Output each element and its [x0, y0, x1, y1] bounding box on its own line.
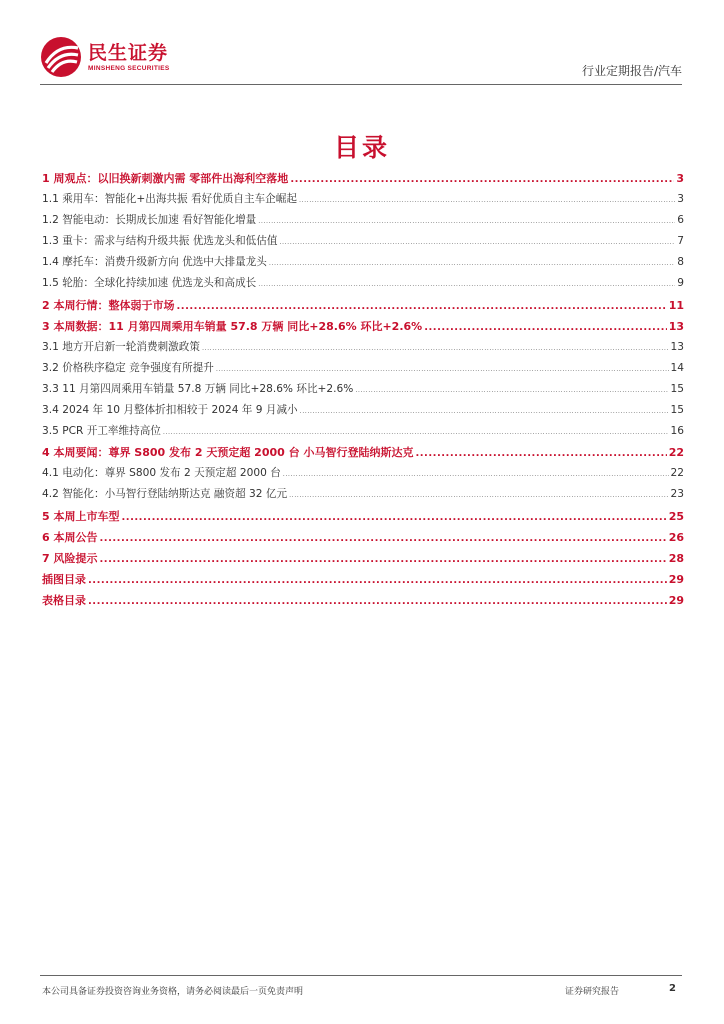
toc-entry-text: 3.5 PCR 开工率维持高位	[42, 425, 161, 438]
toc-entry[interactable]	[42, 212, 684, 233]
toc-entry[interactable]	[42, 275, 684, 296]
toc-entry-page: 7	[677, 235, 684, 248]
toc-entry-text: 插图目录	[42, 572, 86, 586]
toc-leader-dots	[424, 322, 667, 333]
toc-entry[interactable]	[42, 465, 684, 486]
toc-entry-text: 3.4 2024 年 10 月整体折扣相较于 2024 年 9 月减小	[42, 404, 298, 417]
toc-entry-text: 3 本周数据：11 月第四周乘用车销量 57.8 万辆 同比+28.6% 环比+2.6%	[42, 319, 423, 333]
toc-entry-text: 6 本周公告	[42, 530, 98, 544]
toc-entry-text: 3.1 地方开启新一轮消费刺激政策	[42, 340, 200, 353]
toc-entry-page: 14	[670, 361, 684, 374]
toc-leader-dots	[300, 407, 669, 415]
toc-entry[interactable]	[42, 360, 684, 381]
toc-entry-text: 5 本周上市车型	[42, 509, 120, 523]
toc-entry[interactable]	[42, 318, 684, 339]
toc-entry-text: 7 风险提示	[42, 551, 98, 565]
toc-entry-text: 表格目录	[42, 593, 86, 607]
toc-entry-page: 26	[668, 530, 684, 544]
toc-entry[interactable]	[42, 592, 684, 613]
header-divider	[40, 84, 682, 85]
toc-entry-page: 28	[668, 551, 684, 565]
toc-leader-dots	[290, 174, 674, 185]
toc-entry[interactable]	[42, 381, 684, 402]
toc-leader-dots	[202, 344, 669, 352]
toc-leader-dots	[216, 365, 669, 373]
toc-leader-dots	[299, 196, 675, 204]
toc-leader-dots	[415, 448, 666, 459]
toc-entry-page: 29	[668, 572, 684, 586]
toc-leader-dots	[355, 386, 668, 394]
brand-name-cn: 民生证券	[88, 41, 169, 64]
toc-entry-text: 1.4 摩托车：消费升级新方向 优选中大排量龙头	[42, 256, 267, 269]
toc-leader-dots	[163, 428, 669, 436]
toc-entry-page: 15	[670, 382, 684, 395]
toc-entry-text: 1 周观点：以旧换新刺激内需 零部件出海利空落地	[42, 172, 289, 185]
toc-entry-text: 2 本周行情：整体弱于市场	[42, 298, 175, 312]
toc-entry-page: 15	[670, 404, 684, 417]
toc-entry-page: 11	[668, 298, 684, 312]
toc-entry-page: 3	[676, 172, 684, 185]
report-category: 行业定期报告/汽车	[581, 64, 682, 78]
toc-entry-text: 3.2 价格秩序稳定 竞争强度有所提升	[42, 361, 214, 374]
toc-leader-dots	[88, 575, 667, 586]
toc-entry-page: 3	[677, 193, 684, 206]
toc-leader-dots	[99, 533, 666, 544]
page-number: 2	[669, 983, 676, 994]
toc-entry[interactable]	[42, 254, 684, 275]
toc-entry-page: 22	[670, 467, 684, 480]
toc-entry[interactable]	[42, 191, 684, 212]
toc-leader-dots	[88, 596, 667, 607]
toc-entry-text: 1.3 重卡：需求与结构升级共振 优选龙头和低估值	[42, 235, 278, 248]
toc-entry-text: 4.2 智能化：小马智行登陆纳斯达克 融资超 32 亿元	[42, 488, 288, 501]
toc-entry-text: 1.1 乘用车：智能化+出海共振 看好优质自主车企崛起	[42, 193, 297, 206]
brand-name-en: MINSHENG SECURITIES	[88, 64, 170, 72]
toc-leader-dots	[258, 217, 675, 225]
toc-entry-page: 9	[677, 277, 684, 290]
toc-entry-page: 13	[668, 319, 684, 333]
toc-entry[interactable]	[42, 297, 684, 318]
toc-entry-page: 25	[668, 509, 684, 523]
toc-entry[interactable]	[42, 170, 684, 191]
toc-entry[interactable]	[42, 550, 684, 571]
toc-leader-dots	[289, 491, 668, 499]
toc-entry[interactable]	[42, 233, 684, 254]
toc-entry-page: 16	[670, 425, 684, 438]
toc-entry-text: 1.2 智能电动：长期成长加速 看好智能化增量	[42, 214, 257, 227]
toc-entry-page: 13	[670, 340, 684, 353]
toc-entry-text: 4 本周要闻：尊界 S800 发布 2 天预定超 2000 台 小马智行登陆纳斯达克	[42, 446, 414, 460]
toc-entry[interactable]	[42, 508, 684, 529]
toc-leader-dots	[121, 512, 666, 523]
minsheng-logo-icon	[40, 36, 82, 78]
footer-divider	[40, 975, 682, 976]
toc-entry[interactable]	[42, 423, 684, 444]
toc-entry-page: 22	[668, 446, 684, 460]
toc-entry-page: 8	[677, 256, 684, 269]
toc-entry[interactable]	[42, 402, 684, 423]
toc-entry-text: 4.1 电动化：尊界 S800 发布 2 天预定超 2000 台	[42, 467, 281, 480]
footer-disclaimer: 本公司具备证券投资咨询业务资格，请务必阅读最后一页免责声明	[42, 987, 304, 997]
toc-entry[interactable]	[42, 339, 684, 360]
toc-title: 目录	[333, 133, 390, 162]
toc-entry[interactable]	[42, 444, 684, 465]
toc-entry[interactable]	[42, 486, 684, 507]
toc-leader-dots	[279, 238, 675, 246]
toc-entry-text: 3.3 11 月第四周乘用车销量 57.8 万辆 同比+28.6% 环比+2.6%	[42, 382, 354, 395]
footer-doc-type: 证券研究报告	[565, 987, 620, 997]
toc-entry-page: 23	[670, 488, 684, 501]
toc-entry[interactable]	[42, 571, 684, 592]
toc-entry-page: 6	[677, 214, 684, 227]
toc-entry-page: 29	[668, 593, 684, 607]
toc-entry-text: 1.5 轮胎：全球化持续加速 优选龙头和高成长	[42, 277, 257, 290]
toc-leader-dots	[269, 259, 675, 267]
toc-leader-dots	[176, 301, 666, 312]
brand-logo	[40, 36, 170, 78]
toc-entry[interactable]	[42, 529, 684, 550]
toc-leader-dots	[99, 554, 666, 565]
table-of-contents	[42, 170, 684, 613]
toc-leader-dots	[283, 470, 669, 478]
page-header	[0, 0, 724, 90]
toc-leader-dots	[258, 280, 675, 288]
